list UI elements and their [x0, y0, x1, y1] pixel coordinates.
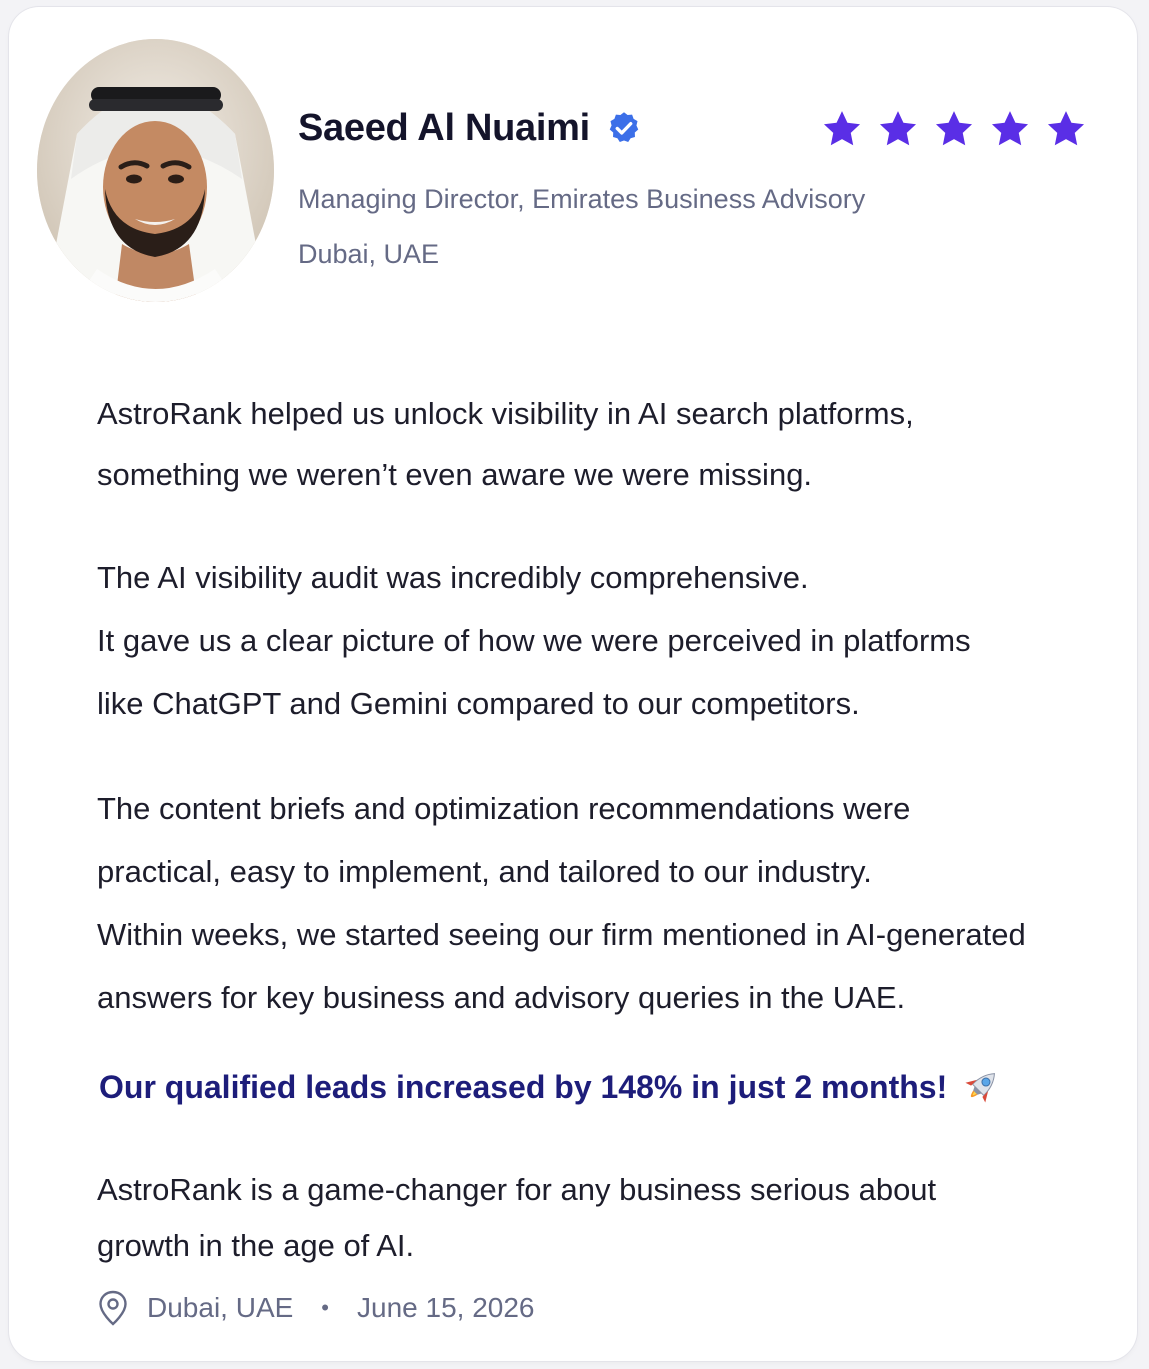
review-line: It gave us a clear picture of how we were perceived in platforms — [97, 623, 971, 658]
reviewer-location: Dubai, UAE — [298, 239, 440, 269]
map-pin-icon — [97, 1290, 129, 1326]
review-paragraph-1 — [97, 383, 914, 505]
rocket-icon — [959, 1065, 1003, 1109]
star-icon — [933, 108, 975, 150]
star-rating — [821, 108, 1087, 150]
star-icon — [1045, 108, 1087, 150]
review-line: something we weren’t even aware we were missing. — [97, 457, 813, 492]
verified-badge-icon — [606, 110, 642, 146]
review-date: June 15, 2026 — [357, 1292, 535, 1323]
review-line: answers for key business and advisory queries in the UAE. — [97, 980, 906, 1015]
footer-separator: • — [321, 1295, 329, 1320]
review-line: AstroRank is a game-changer for any business serious about — [97, 1172, 937, 1207]
review-line: like ChatGPT and Gemini compared to our competitors. — [97, 686, 860, 721]
reviewer-role: Managing Director, Emirates Business Advisory — [298, 184, 866, 214]
review-paragraph-2 — [97, 546, 971, 735]
review-line: The AI visibility audit was incredibly comprehensive. — [97, 560, 809, 595]
review-line: Within weeks, we started seeing our firm mentioned in AI-generated — [97, 917, 1026, 952]
review-paragraph-4 — [97, 1162, 936, 1274]
review-line: growth in the age of AI. — [97, 1228, 415, 1263]
avatar — [37, 39, 274, 302]
testimonial-card — [9, 7, 1137, 1361]
reviewer-name: Saeed Al Nuaimi — [298, 107, 590, 149]
review-line: practical, easy to implement, and tailored to our industry. — [97, 854, 872, 889]
star-icon — [877, 108, 919, 150]
footer-location: Dubai, UAE — [147, 1292, 294, 1323]
review-highlight — [99, 1065, 1003, 1109]
star-icon — [989, 108, 1031, 150]
review-footer — [97, 1290, 535, 1326]
reviewer-name-row — [298, 109, 642, 147]
review-line: AstroRank helped us unlock visibility in AI search platforms, — [97, 396, 914, 431]
review-line: The content briefs and optimization recommendations were — [97, 791, 911, 826]
avatar-photo — [37, 39, 274, 302]
review-paragraph-3 — [97, 777, 1026, 1029]
highlight-text: Our qualified leads increased by 148% in just 2 months! — [99, 1068, 948, 1105]
star-icon — [821, 108, 863, 150]
